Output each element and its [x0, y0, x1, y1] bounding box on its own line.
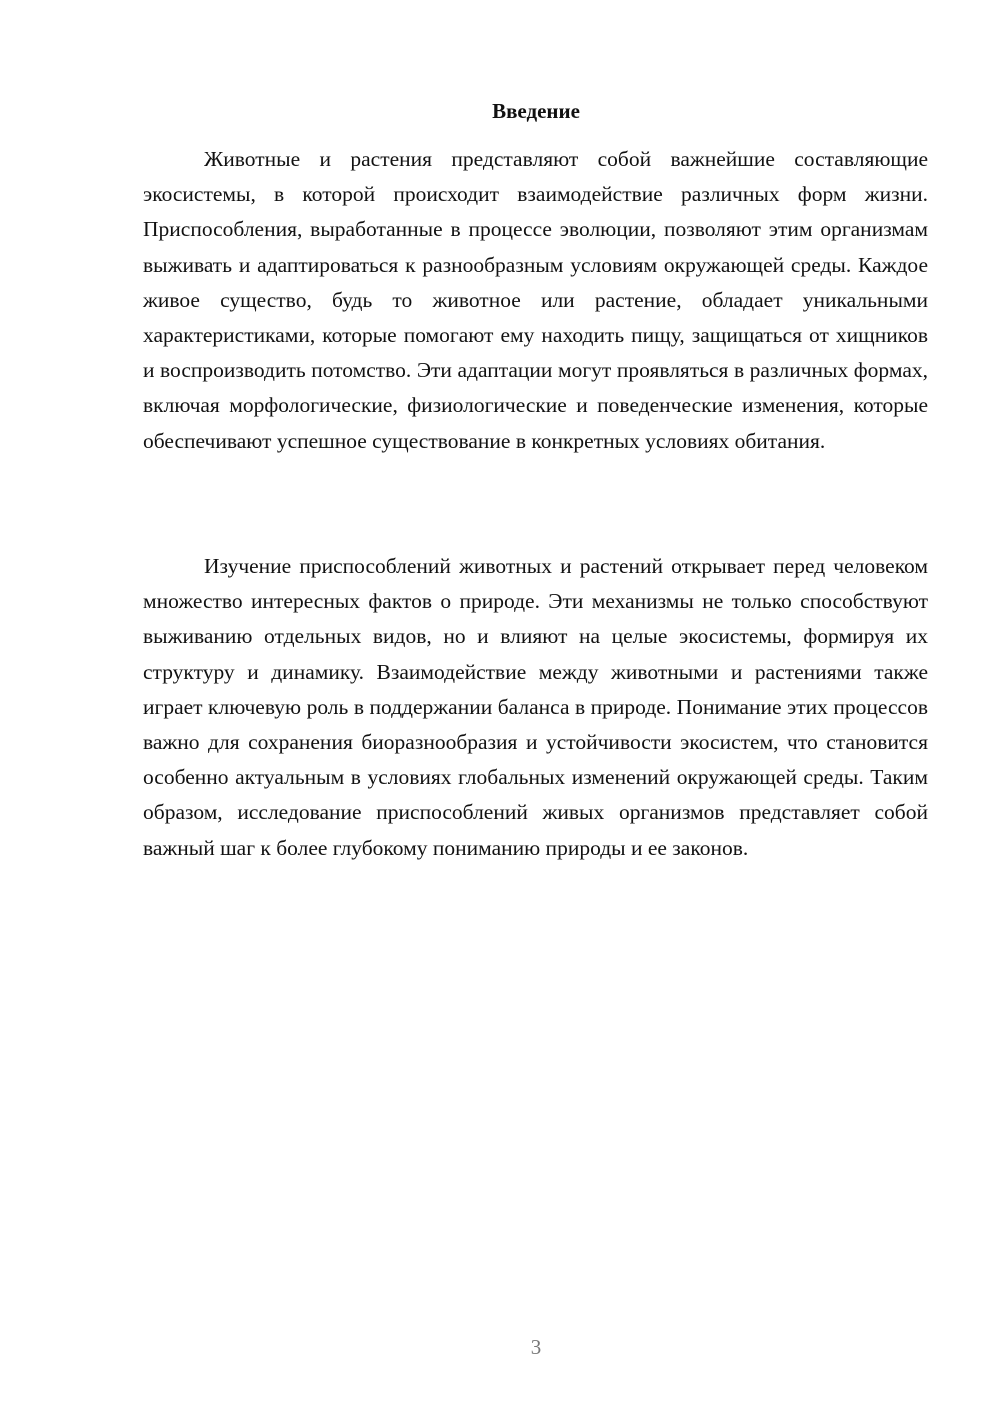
section-heading: Введение	[492, 99, 580, 123]
body-paragraph-2: Изучение приспособлений животных и растений открывает перед человеком множество интересных фактов о природе. Эти механизмы не только способствуют выживанию отдельных видов, но и влияют на целые экосистемы, формируя их структуру и динамику. Взаимодействие между животными и растениями также играет ключевую роль в поддержании баланса в природе. Понимание этих процессов важно для сохранения биоразнообразия и устойчивости экосистем, что становится особенно актуальным в условиях глобальных изменений окружающей среды. Таким образом, исследование приспособлений живых организмов представляет собой важный шаг к более глубокому пониманию природы и ее законов.	[143, 554, 928, 860]
page-number: 3	[530, 1335, 542, 1359]
body-paragraph-1: Животные и растения представляют собой важнейшие составляющие экосистемы, в которой происходит взаимодействие различных форм жизни. Приспособления, выработанные в процессе эволюции, позволяют этим организмам выживать и адаптироваться к разнообразным условиям окружающей среды. Каждое живое существо, будь то животное или растение, обладает уникальными характеристиками, которые помогают ему находить пищу, защищаться от хищников и воспроизводить потомство. Эти адаптации могут проявляться в различных формах, включая морфологические, физиологические и поведенческие изменения, которые обеспечивают успешное существование в конкретных условиях обитания.	[143, 147, 928, 453]
